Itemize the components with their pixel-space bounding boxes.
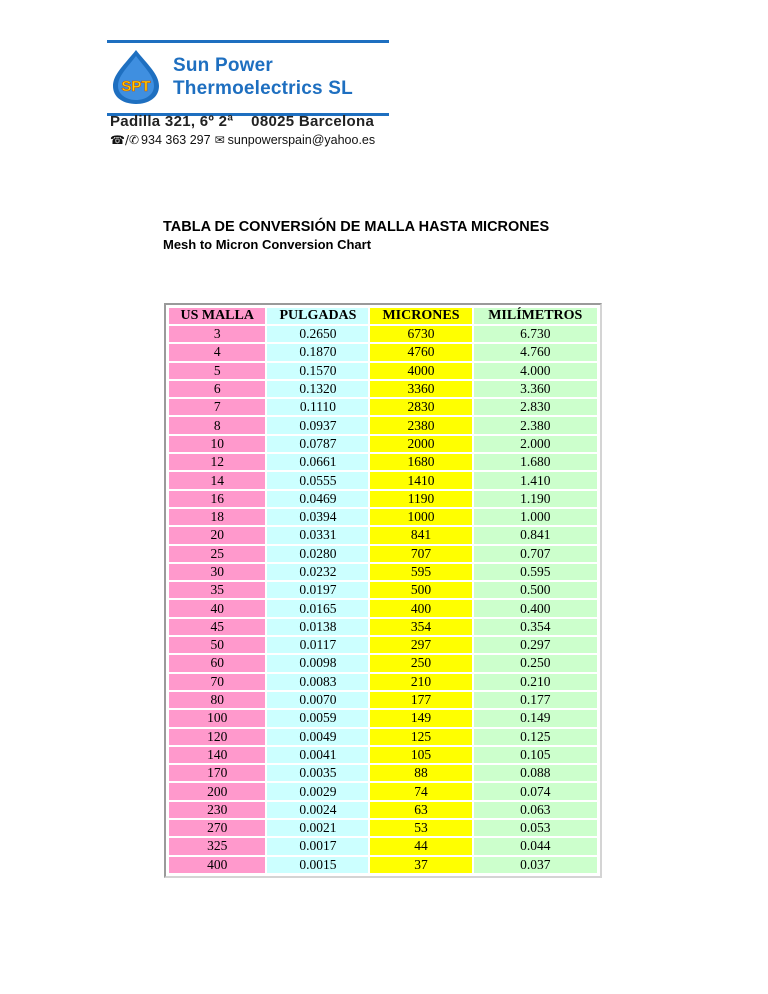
- cell-us-malla: 140: [169, 747, 265, 763]
- cell-pulgadas: 0.0165: [267, 600, 368, 616]
- cell-milimetros: 0.354: [474, 619, 598, 635]
- cell-micrones: 595: [370, 564, 471, 580]
- cell-micrones: 37: [370, 857, 471, 873]
- cell-us-malla: 10: [169, 436, 265, 452]
- cell-us-malla: 400: [169, 857, 265, 873]
- cell-pulgadas: 0.0937: [267, 417, 368, 433]
- cell-us-malla: 5: [169, 363, 265, 379]
- cell-us-malla: 80: [169, 692, 265, 708]
- cell-us-malla: 70: [169, 674, 265, 690]
- cell-milimetros: 1.680: [474, 454, 598, 470]
- cell-pulgadas: 0.0059: [267, 710, 368, 726]
- table-row: [169, 619, 597, 635]
- table-header-row: [169, 308, 597, 324]
- cell-micrones: 3360: [370, 381, 471, 397]
- document-title: TABLA DE CONVERSIÓN DE MALLA HASTA MICRONES: [163, 219, 550, 235]
- table-row: [169, 600, 597, 616]
- cell-milimetros: 4.760: [474, 344, 598, 360]
- cell-pulgadas: 0.0197: [267, 582, 368, 598]
- cell-micrones: 63: [370, 802, 471, 818]
- cell-micrones: 2380: [370, 417, 471, 433]
- table-row: [169, 326, 597, 342]
- table-row: [169, 564, 597, 580]
- cell-milimetros: 0.053: [474, 820, 598, 836]
- cell-us-malla: 20: [169, 527, 265, 543]
- cell-us-malla: 30: [169, 564, 265, 580]
- cell-micrones: 250: [370, 655, 471, 671]
- cell-pulgadas: 0.0469: [267, 491, 368, 507]
- cell-milimetros: 0.595: [474, 564, 598, 580]
- cell-micrones: 53: [370, 820, 471, 836]
- cell-us-malla: 14: [169, 472, 265, 488]
- cell-milimetros: 2.830: [474, 399, 598, 415]
- spt-logo-icon: [107, 48, 165, 106]
- cell-milimetros: 6.730: [474, 326, 598, 342]
- conversion-table: [167, 306, 599, 875]
- table-row: [169, 655, 597, 671]
- letterhead-top-rule: [107, 40, 389, 43]
- cell-milimetros: 0.105: [474, 747, 598, 763]
- cell-micrones: 4000: [370, 363, 471, 379]
- cell-us-malla: 12: [169, 454, 265, 470]
- cell-milimetros: 3.360: [474, 381, 598, 397]
- address-line: [110, 113, 374, 130]
- cell-us-malla: 16: [169, 491, 265, 507]
- cell-pulgadas: 0.0024: [267, 802, 368, 818]
- cell-micrones: 297: [370, 637, 471, 653]
- table-row: [169, 838, 597, 854]
- table-row: [169, 857, 597, 873]
- document-subtitle: Mesh to Micron Conversion Chart: [163, 237, 372, 252]
- cell-micrones: 177: [370, 692, 471, 708]
- cell-pulgadas: 0.0015: [267, 857, 368, 873]
- cell-us-malla: 45: [169, 619, 265, 635]
- postal-city: 08025 Barcelona: [251, 113, 375, 130]
- table-row: [169, 417, 597, 433]
- header-milimetros: MILÍMETROS: [474, 308, 598, 324]
- table-row: [169, 344, 597, 360]
- cell-pulgadas: 0.0070: [267, 692, 368, 708]
- cell-us-malla: 100: [169, 710, 265, 726]
- cell-milimetros: 0.250: [474, 655, 598, 671]
- header-pulgadas: PULGADAS: [267, 308, 368, 324]
- street-address: Padilla 321, 6º 2ª: [110, 113, 234, 130]
- company-name-line1: Sun Power: [173, 55, 273, 76]
- cell-milimetros: 0.707: [474, 546, 598, 562]
- cell-pulgadas: 0.0787: [267, 436, 368, 452]
- cell-pulgadas: 0.0098: [267, 655, 368, 671]
- cell-us-malla: 6: [169, 381, 265, 397]
- cell-pulgadas: 0.0331: [267, 527, 368, 543]
- table-row: [169, 363, 597, 379]
- cell-micrones: 149: [370, 710, 471, 726]
- cell-micrones: 354: [370, 619, 471, 635]
- email-address: sunpowerspain@yahoo.es: [227, 133, 376, 147]
- cell-micrones: 4760: [370, 344, 471, 360]
- table-row: [169, 637, 597, 653]
- cell-micrones: 2830: [370, 399, 471, 415]
- cell-milimetros: 0.125: [474, 729, 598, 745]
- cell-micrones: 105: [370, 747, 471, 763]
- cell-micrones: 6730: [370, 326, 471, 342]
- cell-us-malla: 18: [169, 509, 265, 525]
- cell-us-malla: 270: [169, 820, 265, 836]
- cell-us-malla: 170: [169, 765, 265, 781]
- cell-pulgadas: 0.0117: [267, 637, 368, 653]
- cell-micrones: 125: [370, 729, 471, 745]
- table-row: [169, 747, 597, 763]
- cell-us-malla: 60: [169, 655, 265, 671]
- cell-micrones: 1000: [370, 509, 471, 525]
- contact-line: [110, 133, 375, 147]
- cell-milimetros: 0.500: [474, 582, 598, 598]
- cell-milimetros: 0.037: [474, 857, 598, 873]
- cell-pulgadas: 0.1570: [267, 363, 368, 379]
- table-row: [169, 765, 597, 781]
- table-row: [169, 527, 597, 543]
- table-row: [169, 692, 597, 708]
- table-row: [169, 674, 597, 690]
- cell-pulgadas: 0.0661: [267, 454, 368, 470]
- cell-milimetros: 0.044: [474, 838, 598, 854]
- letterhead: [107, 40, 389, 116]
- cell-us-malla: 120: [169, 729, 265, 745]
- table-row: [169, 582, 597, 598]
- cell-micrones: 500: [370, 582, 471, 598]
- cell-pulgadas: 0.0138: [267, 619, 368, 635]
- cell-pulgadas: 0.0049: [267, 729, 368, 745]
- logo-text: SPT: [121, 78, 151, 95]
- cell-micrones: 1410: [370, 472, 471, 488]
- cell-pulgadas: 0.0017: [267, 838, 368, 854]
- cell-micrones: 2000: [370, 436, 471, 452]
- cell-pulgadas: 0.1320: [267, 381, 368, 397]
- company-name-line2: Thermoelectrics SL: [173, 78, 353, 99]
- cell-milimetros: 0.841: [474, 527, 598, 543]
- table-row: [169, 454, 597, 470]
- cell-us-malla: 25: [169, 546, 265, 562]
- cell-micrones: 707: [370, 546, 471, 562]
- cell-micrones: 44: [370, 838, 471, 854]
- cell-milimetros: 1.190: [474, 491, 598, 507]
- cell-milimetros: 1.000: [474, 509, 598, 525]
- cell-pulgadas: 0.0232: [267, 564, 368, 580]
- cell-pulgadas: 0.2650: [267, 326, 368, 342]
- cell-milimetros: 0.074: [474, 783, 598, 799]
- cell-pulgadas: 0.1110: [267, 399, 368, 415]
- cell-micrones: 400: [370, 600, 471, 616]
- table-row: [169, 729, 597, 745]
- cell-pulgadas: 0.0035: [267, 765, 368, 781]
- header-micrones: MICRONES: [370, 308, 471, 324]
- conversion-table-frame: [164, 303, 602, 878]
- email-icon: ✉: [214, 133, 225, 147]
- cell-pulgadas: 0.0280: [267, 546, 368, 562]
- table-row: [169, 509, 597, 525]
- cell-pulgadas: 0.0394: [267, 509, 368, 525]
- table-row: [169, 491, 597, 507]
- phone-icon: ☎/✆: [110, 133, 140, 147]
- cell-pulgadas: 0.0029: [267, 783, 368, 799]
- cell-us-malla: 40: [169, 600, 265, 616]
- cell-micrones: 88: [370, 765, 471, 781]
- table-row: [169, 783, 597, 799]
- cell-milimetros: 0.400: [474, 600, 598, 616]
- cell-milimetros: 2.000: [474, 436, 598, 452]
- cell-us-malla: 200: [169, 783, 265, 799]
- table-row: [169, 381, 597, 397]
- cell-micrones: 841: [370, 527, 471, 543]
- cell-pulgadas: 0.0021: [267, 820, 368, 836]
- cell-milimetros: 0.063: [474, 802, 598, 818]
- cell-micrones: 74: [370, 783, 471, 799]
- cell-us-malla: 230: [169, 802, 265, 818]
- table-row: [169, 820, 597, 836]
- cell-us-malla: 35: [169, 582, 265, 598]
- phone-number: 934 363 297: [141, 133, 211, 147]
- cell-us-malla: 50: [169, 637, 265, 653]
- cell-milimetros: 0.088: [474, 765, 598, 781]
- cell-us-malla: 4: [169, 344, 265, 360]
- cell-milimetros: 0.177: [474, 692, 598, 708]
- cell-micrones: 1190: [370, 491, 471, 507]
- table-body: [169, 326, 597, 873]
- cell-milimetros: 4.000: [474, 363, 598, 379]
- cell-pulgadas: 0.0083: [267, 674, 368, 690]
- cell-us-malla: 325: [169, 838, 265, 854]
- cell-micrones: 1680: [370, 454, 471, 470]
- table-row: [169, 399, 597, 415]
- cell-pulgadas: 0.0041: [267, 747, 368, 763]
- table-row: [169, 436, 597, 452]
- cell-milimetros: 0.210: [474, 674, 598, 690]
- cell-micrones: 210: [370, 674, 471, 690]
- cell-milimetros: 1.410: [474, 472, 598, 488]
- header-us-malla: US MALLA: [169, 308, 265, 324]
- table-row: [169, 472, 597, 488]
- cell-pulgadas: 0.1870: [267, 344, 368, 360]
- table-row: [169, 546, 597, 562]
- cell-milimetros: 0.149: [474, 710, 598, 726]
- table-row: [169, 710, 597, 726]
- cell-us-malla: 8: [169, 417, 265, 433]
- cell-us-malla: 3: [169, 326, 265, 342]
- cell-us-malla: 7: [169, 399, 265, 415]
- table-row: [169, 802, 597, 818]
- cell-milimetros: 0.297: [474, 637, 598, 653]
- cell-milimetros: 2.380: [474, 417, 598, 433]
- cell-pulgadas: 0.0555: [267, 472, 368, 488]
